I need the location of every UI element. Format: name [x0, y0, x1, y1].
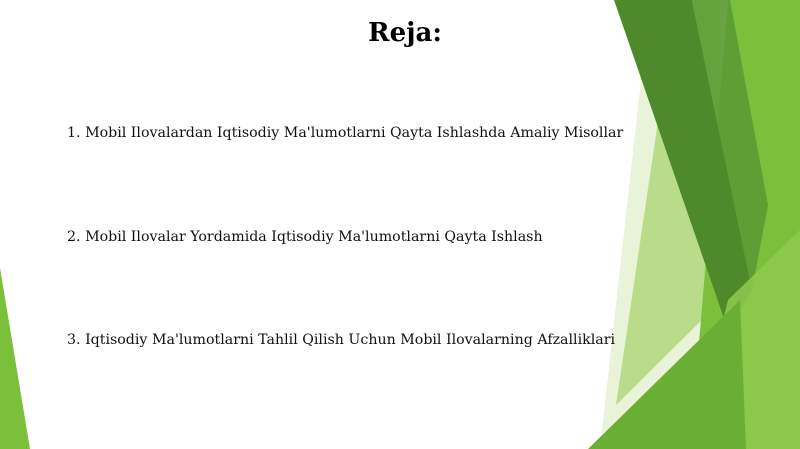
- agenda-item-2: [67, 229, 543, 245]
- slide-title: Reja:: [367, 18, 442, 48]
- agenda-item-text: Iqtisodiy Ma'lumotlarni Tahlil Qilish Uchun Mobil Ilovalarning Afzalliklari: [85, 332, 616, 348]
- agenda-item-number: 1.: [67, 125, 81, 141]
- agenda-item-number: 3.: [67, 332, 81, 348]
- agenda-item-text: Mobil Ilovalar Yordamida Iqtisodiy Ma'lumotlarni Qayta Ishlash: [85, 229, 543, 245]
- agenda-item-number: 2.: [67, 229, 81, 245]
- agenda-item-3: [67, 332, 615, 348]
- agenda-item-text: Mobil Ilovalardan Iqtisodiy Ma'lumotlarni Qayta Ishlashda Amaliy Misollar: [85, 125, 624, 141]
- agenda-item-1: [67, 125, 623, 141]
- left-green-sliver: [0, 268, 30, 449]
